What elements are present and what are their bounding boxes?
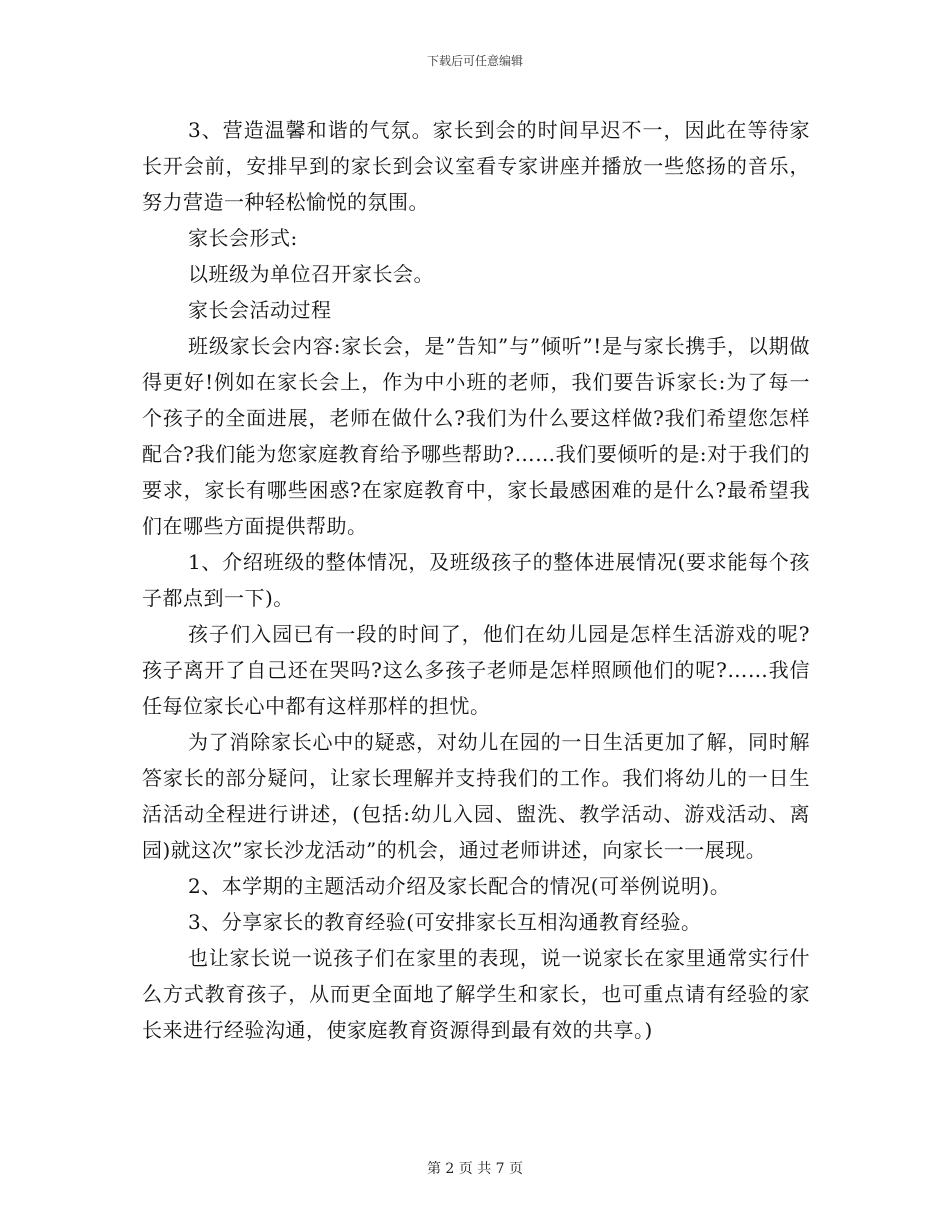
paragraph-parent-experience: 也让家长说一说孩子们在家里的表现，说一说家长在家里通常实行什么方式教育孩子，从而更全面地了解学生和家长，也可重点请有经验的家长来进行经验沟通，使家庭教育资源得到最有效的共享。) — [142, 946, 810, 1042]
paragraph-meeting-form: 以班级为单位召开家长会。 — [188, 262, 434, 286]
paragraph-meeting-form-heading: 家长会形式: — [188, 226, 298, 250]
paragraph-daily-life: 为了消除家长心中的疑惑，对幼儿在园的一日生活更加了解，同时解答家长的部分疑问，让家长理解并支持我们的工作。我们将幼儿的一日生活活动全程进行讲述，(包括:幼儿入园、盥洗、教学活动、游戏活动、离园)就这次”家长沙龙活动”的机会，通过老师讲述，向家长一一展现。 — [142, 730, 810, 862]
paragraph-item-1: 1、介绍班级的整体情况，及班级孩子的整体进展情况(要求能每个孩子都点到一下)。 — [142, 550, 810, 610]
paragraph-item-3: 3、分享家长的教育经验(可安排家长互相沟通教育经验。 — [188, 910, 702, 934]
page-footer: 第 2 页 共 7 页 — [426, 1161, 524, 1177]
paragraph-children-life: 孩子们入园已有一段的时间了，他们在幼儿园是怎样生活游戏的呢?孩子离开了自己还在哭吗?这么多孩子老师是怎样照顾他们的呢?……我信任每位家长心中都有这样那样的担忧。 — [142, 622, 810, 718]
paragraph-process-heading: 家长会活动过程 — [188, 298, 332, 322]
page-header: 下载后可任意编辑 — [426, 54, 523, 68]
paragraph-meeting-content: 班级家长会内容:家长会，是”告知”与”倾听”!是与家长携手，以期做得更好!例如在家长会上，作为中小班的老师，我们要告诉家长:为了每一个孩子的全面进展，老师在做什么?我们为什么要这样做?我们希望您怎样配合?我们能为您家庭教育给予哪些帮助?……我们要倾听的是:对于我们的要求，家长有哪些困惑?在家庭教育中，家长最感困难的是什么?最希望我们在哪些方面提供帮助。 — [142, 334, 810, 538]
paragraph-item-2: 2、本学期的主题活动介绍及家长配合的情况(可举例说明)。 — [188, 874, 731, 898]
document-body — [142, 112, 810, 1048]
paragraph-atmosphere: 3、营造温馨和谐的气氛。家长到会的时间早迟不一，因此在等待家长开会前，安排早到的家长到会议室看专家讲座并播放一些悠扬的音乐，努力营造一种轻松愉悦的氛围。 — [142, 118, 810, 214]
